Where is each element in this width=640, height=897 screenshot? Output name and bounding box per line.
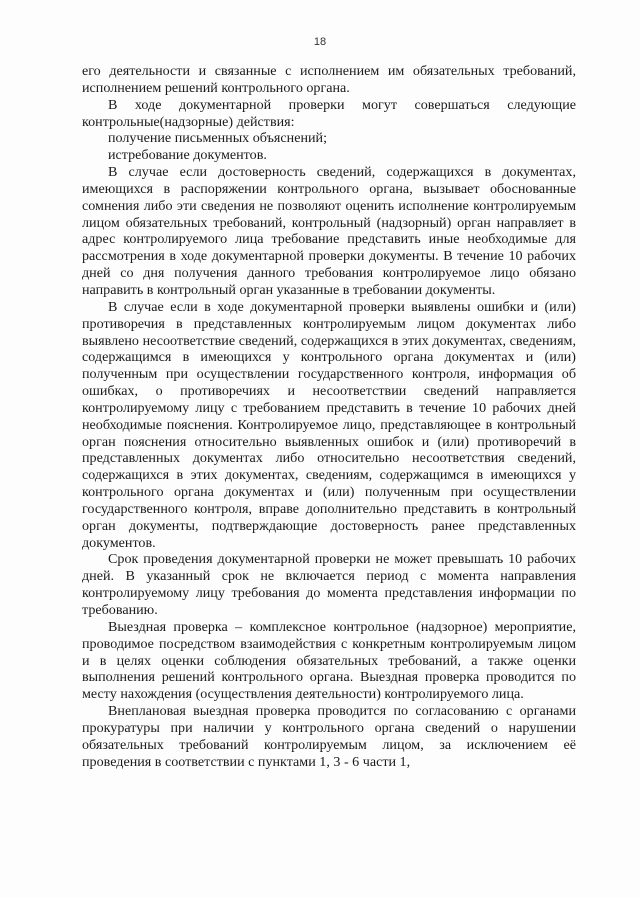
list-item-documents: истребование документов.	[108, 147, 267, 164]
paragraph-actions-intro: В ходе документарной проверки могут совершаться следующие контрольные(надзорные) действия:	[82, 96, 576, 130]
list-item-explanations: получение письменных объяснений;	[108, 130, 327, 147]
paragraph-errors: В случае если в ходе документарной проверки выявлены ошибки и (или) противоречия в представленных контролируемым лицом документах либо выявлено несоответствие сведений, содержащихся в этих документах, сведениям, содержащимся в имеющихся у контрольного органа документах и (или) полученным при осуществлении государственного контроля, информация об ошибках, о противоречиях и несоответствии сведений направляется контролируемому лицу с требованием представить в течение 10 рабочих дней необходимые пояснения. Контролируемое лицо, представляющее в контрольный орган пояснения относительно выявленных ошибок и (или) противоречий в представленных документах либо относительно несоответствия сведений, содержащихся в этих документах, сведениям, содержащимся в имеющихся у контрольного органа документах и (или) полученным при осуществлении государственного контроля, вправе дополнительно представить в контрольный орган документы, подтверждающие достоверность ранее представленных документов.	[82, 298, 576, 551]
document-body	[82, 63, 576, 770]
paragraph-continuation: его деятельности и связанные с исполнением им обязательных требований, исполнением решений контрольного органа.	[82, 63, 576, 96]
paragraph-field-inspection: Выездная проверка – комплексное контрольное (надзорное) мероприятие, проводимое посредством взаимодействия с конкретным контролируемым лицом и в целях оценки соблюдения обязательных требований, а также оценки выполнения решений контрольного органа. Выездная проверка проводится по месту нахождения (осуществления деятельности) контролируемого лица.	[82, 618, 576, 703]
paragraph-doubts: В случае если достоверность сведений, содержащихся в документах, имеющихся в распоряжении контрольного органа, вызывает обоснованные сомнения либо эти сведения не позволяют оценить исполнение контролируемым лицом обязательных требований, контрольный (надзорный) орган направляет в адрес контролируемого лица требование представить иные необходимые для рассмотрения в ходе документарной проверки документы. В течение 10 рабочих дней со дня получения данного требования контролируемое лицо обязано направить в контрольный орган указанные в требовании документы.	[82, 164, 576, 298]
page-number: 18	[313, 36, 327, 48]
paragraph-term: Срок проведения документарной проверки не может превышать 10 рабочих дней. В указанный срок не включается период с момента направления контролируемому лицу требования до момента представления информации по требованию.	[82, 551, 576, 618]
paragraph-unscheduled-inspection: Внеплановая выездная проверка проводится по согласованию с органами прокуратуры при наличии у контрольного органа сведений о нарушении обязательных требований контролируемым лицом, за исключением её проведения в соответствии с пунктами 1, 3 - 6 части 1,	[82, 703, 576, 770]
